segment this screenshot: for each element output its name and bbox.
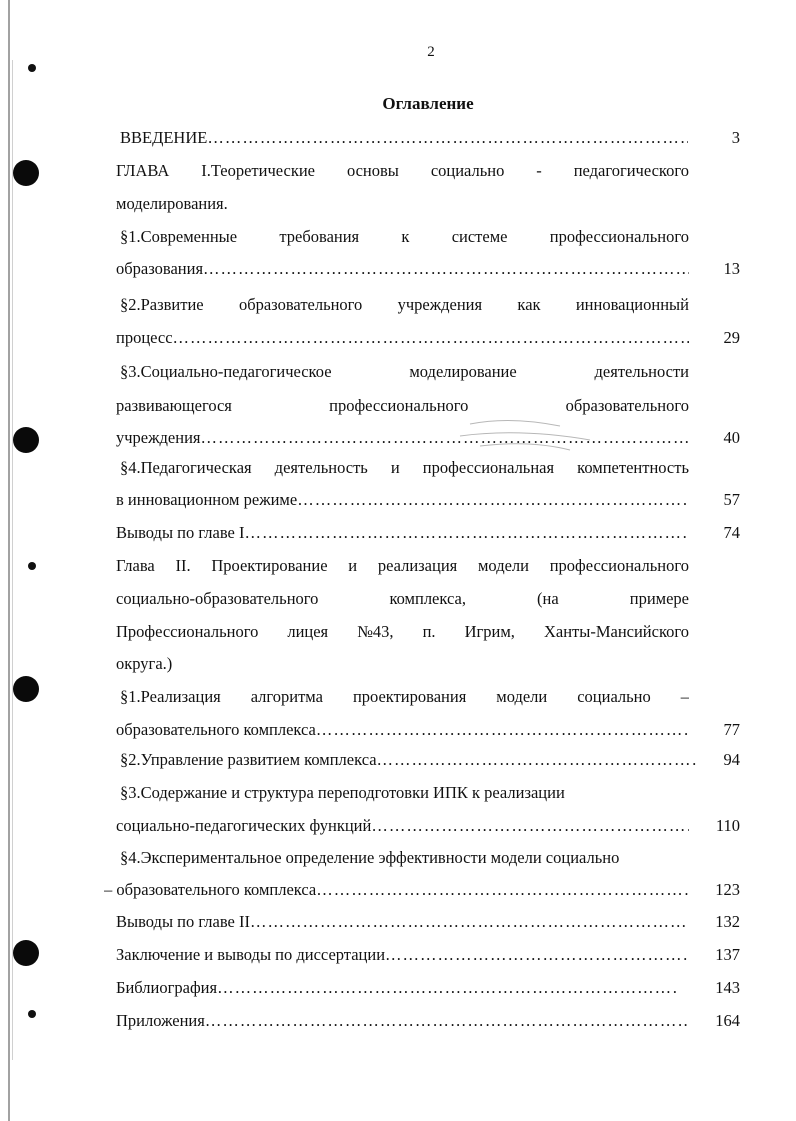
toc-entry-conclusions-1: Выводы по главе I …………………………………………………………………………………………………………………………………… [116,521,689,545]
toc-word: примере [629,589,689,608]
toc-entry-section-1-1 [120,225,689,249]
toc-entry-section-2-1-cont: образовательного комплекса …………………………………………………………………………………………………………………………………… [116,718,689,742]
toc-word: социально [430,161,505,180]
toc-word: профессионального [329,396,469,415]
toc-word: I.Теоретические [201,161,316,180]
toc-entry-section-1-3 [120,360,689,384]
toc-entry-section-2-4: §4.Экспериментальное определение эффективности модели социально [120,848,620,867]
toc-entry-section-2-2: §2.Управление развитием комплекса …………………………………………………………………………………………………………………………………… [120,748,698,772]
toc-word: II. [175,556,191,575]
punch-hole-icon [13,427,39,453]
toc-word: к [401,227,410,246]
toc-title: Оглавление [382,94,474,113]
toc-page-number: 13 [723,259,740,278]
toc-word: и [348,556,358,575]
toc-entry-chapter-2-cont [116,587,689,611]
toc-word: моделирование [409,362,517,381]
toc-word: §2.Развитие [120,295,204,314]
toc-entry-section-2-4-cont: – образовательного комплекса …………………………………………………………………………………………………………………………………… [104,878,688,902]
toc-word: Игрим, [464,622,515,641]
toc-word: §4.Педагогическая [120,458,252,477]
toc-entry-section-1-2-cont: процесс …………………………………………………………………………………………………………………………………… [116,326,689,350]
toc-page-number: 110 [715,816,740,835]
toc-word: №43, [357,622,394,641]
toc-word: требования [279,227,360,246]
punch-dot-icon [28,64,36,72]
toc-word: проектирования [352,687,467,706]
toc-word: §3.Социально-педагогическое [120,362,332,381]
toc-word: деятельность [274,458,368,477]
punch-dot-icon [28,562,36,570]
toc-page-number: 137 [715,945,740,964]
toc-word: профессионального [549,227,689,246]
toc-word: и [390,458,400,477]
toc-word: профессиональная [422,458,555,477]
toc-word: как [517,295,541,314]
toc-word: социально-образовательного [116,589,319,608]
toc-entry-section-1-1-cont: образования …………………………………………………………………………………………………………………………………… [116,257,689,281]
toc-entry-section-1-2 [120,293,689,317]
toc-entry-appendices: Приложения …………………………………………………………………………………………………………………………………… [116,1009,689,1033]
toc-word: Профессионального [116,622,259,641]
toc-word: – [680,687,689,706]
toc-page-number: 143 [715,978,740,997]
toc-entry-chapter-2-cont3: округа.) [116,654,173,673]
toc-word: модели [477,556,529,575]
toc-word: профессионального [549,556,689,575]
toc-page-number: 3 [731,128,740,147]
toc-word: социально [577,687,651,706]
punch-dot-icon [28,1010,36,1018]
toc-entry-section-1-3-cont2: учреждения …………………………………………………………………………………………………………………………………… [116,426,689,450]
toc-entry-chapter-1 [116,159,689,183]
toc-word: компетентность [577,458,689,477]
toc-word: - [536,161,542,180]
toc-word: §1.Современные [120,227,238,246]
toc-entry-section-1-3-cont [116,394,689,418]
toc-word: лицея [287,622,329,641]
toc-page-number: 29 [723,328,740,347]
toc-entry-conclusion: Заключение и выводы по диссертации …………………………………………………………………………………………………………………………………… [116,943,689,967]
toc-entry-chapter-1-cont: моделирования. [116,194,228,213]
toc-entry-bibliography: Библиография …………………………………………………………………………………………………………………………………… [116,976,676,1000]
toc-word: Глава [116,556,155,575]
toc-word: комплекса, [389,589,466,608]
toc-word: инновационный [575,295,689,314]
toc-entry-introduction: ВВЕДЕНИЕ …………………………………………………………………………………………………………………………………… [120,126,688,150]
toc-page-number: 74 [723,523,740,542]
toc-page-number: 123 [715,880,740,899]
toc-entry-section-1-4-cont: в инновационном режиме …………………………………………………………………………………………………………………………………… [116,488,689,512]
toc-entry-section-2-3-cont: социально-педагогических функций …………………………………………………………………………………………………………………………………… [116,814,689,838]
scan-edge-line [8,0,10,1121]
toc-word: основы [346,161,399,180]
toc-page-number: 77 [723,720,740,739]
toc-entry-section-1-4 [120,456,689,480]
toc-word: §1.Реализация [120,687,221,706]
toc-word: образовательного [238,295,363,314]
toc-word: ГЛАВА [116,161,170,180]
toc-page-number: 132 [715,912,740,931]
toc-word: развивающегося [116,396,232,415]
toc-page-number: 164 [715,1011,740,1030]
toc-entry-section-2-3: §3.Содержание и структура переподготовки ИПК к реализации [120,783,565,802]
toc-word: системе [451,227,508,246]
toc-word: (на [537,589,559,608]
punch-hole-icon [13,676,39,702]
page-number: 2 [427,44,435,60]
toc-word: Проектирование [211,556,328,575]
toc-word: педагогического [573,161,689,180]
toc-word: реализация [377,556,458,575]
toc-entry-chapter-2 [116,554,689,578]
toc-page-number: 40 [723,428,740,447]
toc-entry-chapter-2-cont2 [116,620,689,644]
punch-hole-icon [13,160,39,186]
toc-word: учреждения [397,295,483,314]
toc-word: п. [422,622,436,641]
toc-word: деятельности [594,362,689,381]
punch-hole-icon [13,940,39,966]
toc-entry-section-2-1 [120,685,689,709]
toc-word: Ханты-Мансийского [543,622,689,641]
toc-word: образовательного [565,396,689,415]
toc-entry-conclusions-2: Выводы по главе II …………………………………………………………………………………………………………………………………… [116,910,689,934]
toc-word: модели [496,687,548,706]
scan-edge-line [12,60,13,1060]
toc-page-number: 57 [723,490,740,509]
toc-page-number: 94 [723,750,740,769]
toc-word: алгоритма [250,687,323,706]
